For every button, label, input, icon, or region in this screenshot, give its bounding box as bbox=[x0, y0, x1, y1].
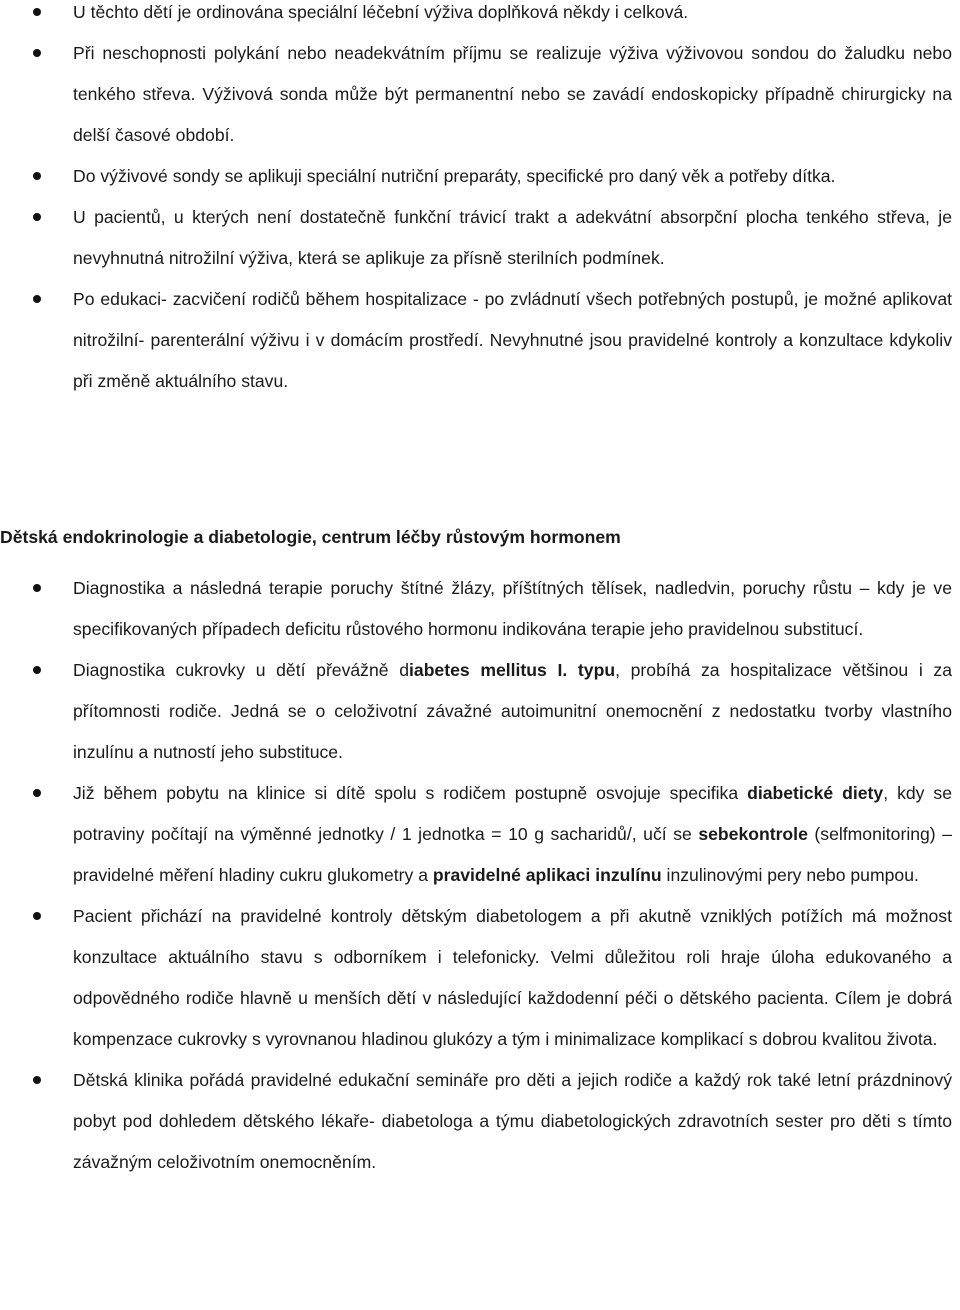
list-item-text: U těchto dětí je ordinována speciální léčební výživa doplňková někdy i celková. bbox=[73, 2, 689, 22]
text-run: , kdy se potraviny počítají na výměnné jednotky / 1 jednotka = 10 g sacharidů/, učí se bbox=[73, 783, 952, 844]
bullet-icon bbox=[33, 584, 41, 592]
list-item-text: Dětská klinika pořádá pravidelné edukační semináře pro děti a jejich rodiče a každý rok také letní prázdninový pobyt pod dohledem dětského lékaře- diabetologa a týmu diabetologických zdravotních sester pro děti s tímto závažným celoživotním onemocněním. bbox=[73, 1070, 952, 1172]
list-item bbox=[0, 896, 960, 1060]
list-item bbox=[0, 773, 960, 896]
text-run: inzulinovými pery nebo pumpou. bbox=[661, 865, 919, 885]
bullet-icon bbox=[33, 172, 41, 180]
text-run: , probíhá za hospitalizace většinou i za přítomnosti rodiče. Jedná se o celoživotní závažné autoimunitní onemocnění z nedostatku tvorby vlastního inzulínu a nutností jeho substituce. bbox=[73, 660, 952, 762]
bullet-icon bbox=[33, 49, 41, 57]
list-item bbox=[0, 1060, 960, 1183]
bullet-icon bbox=[33, 789, 41, 797]
list-item-text: Pacient přichází na pravidelné kontroly dětským diabetologem a při akutně vzniklých potížích má možnost konzultace aktuálního stavu s odborníkem i telefonicky. Velmi důležitou roli hraje úloha edukovaného a odpovědného rodiče hlavně u menších dětí v následující každodenní péči o dětského pacienta. Cílem je dobrá kompenzace cukrovky s vyrovnanou hladinou glukózy a tým i minimalizace komplikací s dobrou kvalitou života. bbox=[73, 906, 952, 1049]
list-item bbox=[0, 650, 960, 773]
list-item-text: U pacientů, u kterých není dostatečně funkční trávicí trakt a adekvátní absorpční plocha tenkého střeva, je nevyhnutná nitrožilní výživa, která se aplikuje za přísně sterilních podmínek. bbox=[73, 207, 952, 268]
bullet-icon bbox=[33, 666, 41, 674]
endocrinology-bullet-list bbox=[0, 568, 960, 1183]
bold-text-run: pravidelné aplikaci inzulínu bbox=[432, 865, 662, 885]
list-item-text: Při neschopnosti polykání nebo neadekvátním příjmu se realizuje výživa výživovou sondou do žaludku nebo tenkého střeva. Výživová sonda může být permanentní nebo se zavádí endoskopicky případně chirurgicky na delší časové období. bbox=[73, 43, 952, 145]
list-item bbox=[0, 568, 960, 650]
bold-text-run: iabetes mellitus I. typu bbox=[409, 660, 616, 680]
text-run: Již během pobytu na klinice si dítě spolu s rodičem postupně osvojuje specifika bbox=[73, 783, 748, 803]
section-heading: Dětská endokrinologie a diabetologie, centrum léčby růstovým hormonem bbox=[0, 527, 621, 547]
list-item bbox=[0, 33, 960, 156]
list-item bbox=[0, 197, 960, 279]
list-item bbox=[0, 156, 960, 197]
bullet-icon bbox=[33, 912, 41, 920]
text-run: Diagnostika cukrovky u dětí převážně d bbox=[73, 660, 410, 680]
bullet-icon bbox=[33, 213, 41, 221]
list-item-text: Po edukaci- zacvičení rodičů během hospitalizace - po zvládnutí všech potřebných postupů, je možné aplikovat nitrožilní- parenterální výživu i v domácím prostředí. Nevyhnutné jsou pravidelné kontroly a konzultace kdykoliv při změně aktuálního stavu. bbox=[73, 289, 952, 391]
bold-text-run: diabetické diety bbox=[747, 783, 884, 803]
text-run: (selfmonitoring) – pravidelné měření hladiny cukru glukometry a bbox=[73, 824, 952, 885]
list-item bbox=[0, 0, 960, 33]
list-item-text: Do výživové sondy se aplikuji speciální nutriční preparáty, specifické pro daný věk a potřeby dítka. bbox=[73, 166, 836, 186]
bullet-icon bbox=[33, 1076, 41, 1084]
nutrition-bullet-list bbox=[0, 0, 960, 402]
list-item-text bbox=[73, 783, 952, 885]
list-item bbox=[0, 279, 960, 402]
bold-text-run: sebekontrole bbox=[698, 824, 808, 844]
list-item-text bbox=[73, 660, 952, 762]
bullet-icon bbox=[33, 8, 41, 16]
list-item-text: Diagnostika a následná terapie poruchy štítné žlázy, příštítných tělísek, nadledvin, poruchy růstu – kdy je ve specifikovaných případech deficitu růstového hormonu indikována terapie jeho pravidelnou substitucí. bbox=[73, 578, 952, 639]
bullet-icon bbox=[33, 295, 41, 303]
